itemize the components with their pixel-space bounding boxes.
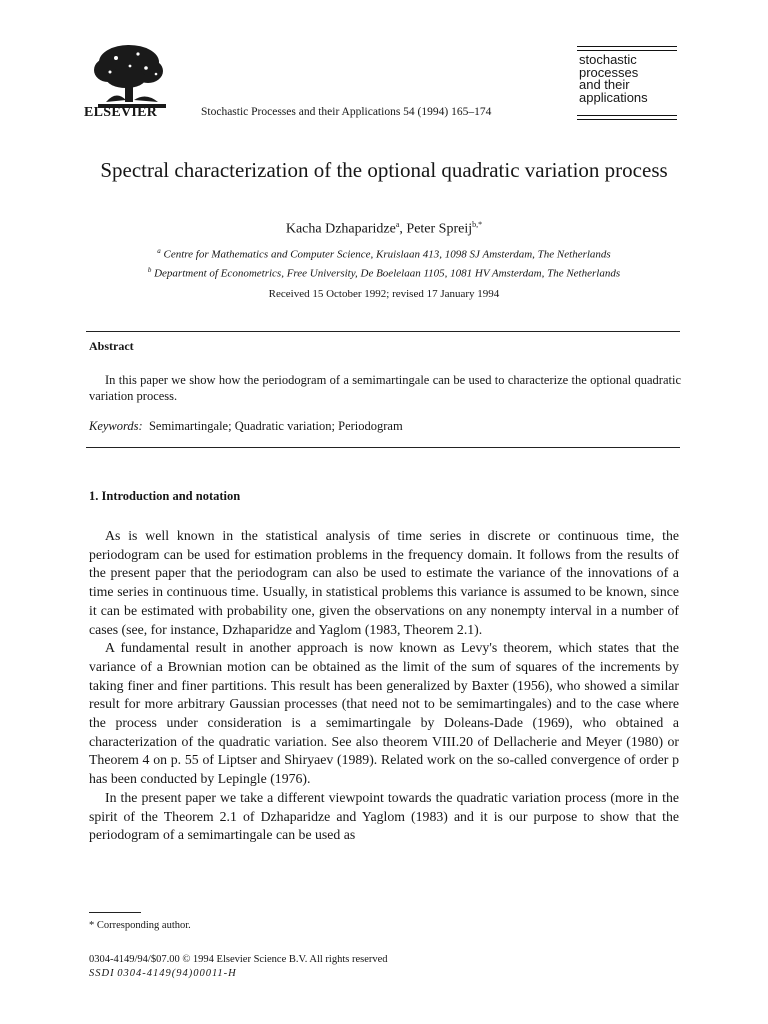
elsevier-tree-logo bbox=[86, 40, 172, 112]
abstract-heading: Abstract bbox=[89, 339, 134, 353]
journal-name-line: processes bbox=[579, 64, 639, 80]
affiliation-text: Centre for Mathematics and Computer Science, Kruislaan 413, 1098 SJ Amsterdam, The Netherlands bbox=[163, 248, 611, 261]
author-name: Kacha Dzhaparidze bbox=[285, 221, 396, 237]
ssdi-label: SSDI bbox=[89, 968, 115, 979]
footnote-rule bbox=[89, 912, 141, 913]
journal-name bbox=[579, 54, 648, 104]
affiliation-mark: a bbox=[157, 247, 161, 255]
divider-bottom bbox=[86, 447, 680, 448]
body-paragraph: In the present paper we take a different viewpoint towards the quadratic variation process (more in the spirit of the Theorem 2.1 of Dzhaparidze and Yaglom (1983) and it is our purpose to show that the periodogram of a semimartingale can be used as bbox=[89, 789, 679, 843]
divider-top bbox=[86, 331, 680, 332]
body-paragraph: A fundamental result in another approach is now known as Levy's theorem, which states that the variance of a Brownian motion can be obtained as the limit of the sum of squares of the increments by taking finer and finer partitions. This result has been generalized by Baxter (1956), who showed a similar result for more arbitrary Gaussian processes (that need not to be semimartingales) and to the case where the process under consideration is a semimartingale by Doleans-Dade (1969), who obtained a characterization of the quadratic variation. See also theorem VIII.20 of Dellacherie and Meyer (1980) or Theorem 4 on p. 55 of Liptser and Shiryaev (1989). Related work on the so-called convergence of order p has been conducted by Lepingle (1976). bbox=[89, 640, 679, 787]
author-name: Peter Spreij bbox=[406, 221, 473, 237]
keywords bbox=[89, 419, 681, 434]
publisher-name: ELSEVIER bbox=[84, 105, 158, 120]
copyright-block bbox=[89, 953, 388, 981]
paper-title: Spectral characterization of the optional quadratic variation process bbox=[100, 158, 668, 182]
author-list: Kacha Dzhaparidze$^a$, Peter Spreij$^{b,*}$ bbox=[285, 220, 483, 237]
copyright-line: 0304-4149/94/$07.00 © 1994 Elsevier Science B.V. All rights reserved bbox=[89, 954, 388, 965]
journal-name-line: stochastic bbox=[579, 52, 637, 67]
affiliation bbox=[60, 244, 708, 263]
section-heading: 1. Introduction and notation bbox=[89, 489, 241, 503]
journal-citation: Stochastic Processes and their Applications 54 (1994) 165–174 bbox=[201, 106, 492, 118]
affiliations bbox=[60, 244, 708, 281]
section-body bbox=[89, 527, 679, 845]
author-mark: a bbox=[395, 220, 400, 229]
journal-name-line: and their bbox=[579, 77, 630, 92]
body-paragraph: As is well known in the statistical analysis of time series in discrete or continuous time, the periodogram can be used for estimation problems in the frequency domain. It follows from the results of the present paper that the periodogram can also be used to estimate the variance of the innovations of a time series in continuous time. Usually, in statistical problems this variance is assumed to be known, since it can be estimated with probability one, given the observations on any nonempty interval in a number of cases (see, for instance, Dzhaparidze and Yaglom (1983, Theorem 2.1). bbox=[89, 528, 679, 637]
affiliation-text: Department of Econometrics, Free University, De Boelelaan 1105, 1081 HV Amsterdam, The Netherlands bbox=[154, 267, 621, 280]
affiliation-mark: b bbox=[147, 265, 152, 274]
ssdi-code: 0304-4149(94)00011-H bbox=[117, 968, 237, 979]
affiliation bbox=[60, 263, 708, 282]
received-dates: Received 15 October 1992; revised 17 January 1994 bbox=[268, 288, 500, 300]
ssdi-line bbox=[89, 967, 388, 981]
journal-masthead bbox=[577, 46, 677, 121]
author-mark: b,* bbox=[472, 220, 483, 229]
keywords-list: Semimartingale; Quadratic variation; Periodogram bbox=[148, 419, 403, 433]
journal-name-line: applications bbox=[579, 89, 648, 105]
keywords-label: Keywords: bbox=[89, 419, 143, 433]
footnote: * Corresponding author. bbox=[89, 920, 191, 931]
abstract-text: In this paper we show how the periodogram of a semimartingale can be used to characterize the optional quadratic variation process. bbox=[89, 373, 681, 403]
